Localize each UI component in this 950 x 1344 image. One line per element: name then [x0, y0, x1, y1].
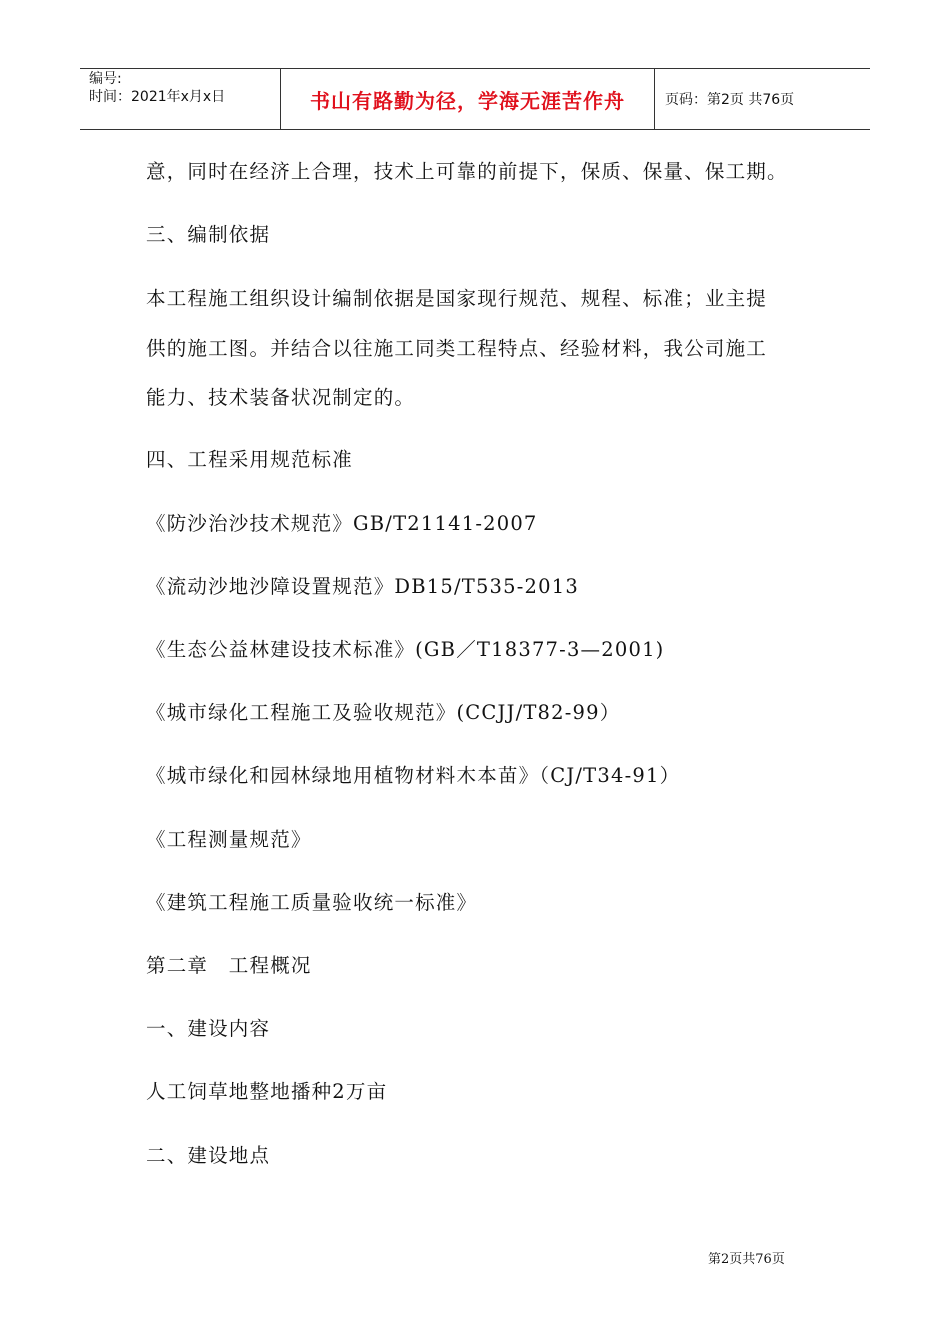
- standard-reference: 《流动沙地沙障设置规范》DB15/T535-2013: [146, 575, 579, 598]
- body-paragraph-line: 意，同时在经济上合理，技术上可靠的前提下，保质、保量、保工期。: [146, 160, 788, 183]
- body-paragraph-line: 能力、技术装备状况制定的。: [146, 386, 416, 409]
- standard-reference: 《生态公益林建设技术标准》(GB／T18377-3—2001): [146, 638, 665, 661]
- header-page-info: 页码：第2页 共76页: [665, 92, 795, 108]
- standard-reference: 《防沙治沙技术规范》GB/T21141-2007: [146, 512, 538, 535]
- standard-reference: 《建筑工程施工质量验收统一标准》: [146, 891, 478, 914]
- page-footer: 第2页共76页: [708, 1252, 785, 1267]
- section-heading: 四、工程采用规范标准: [146, 448, 354, 471]
- body-paragraph-line: 供的施工图。并结合以往施工同类工程特点、经验材料，我公司施工: [146, 337, 768, 360]
- section-heading: 一、建设内容: [146, 1017, 271, 1040]
- header-motto: 书山有路勤为径，学海无涯苦作舟: [281, 69, 655, 129]
- chapter-heading: 第二章 工程概况: [146, 954, 312, 977]
- section-heading: 二、建设地点: [146, 1144, 271, 1167]
- body-paragraph-line: 人工饲草地整地播种2万亩: [146, 1080, 388, 1103]
- page-header: [80, 68, 870, 130]
- document-date: 时间：2021年x月x日: [89, 89, 226, 105]
- body-paragraph-line: 本工程施工组织设计编制依据是国家现行规范、规程、标准；业主提: [146, 287, 768, 310]
- section-heading: 三、编制依据: [146, 223, 271, 246]
- standard-reference: 《工程测量规范》: [146, 828, 312, 851]
- standard-reference: 《城市绿化和园林绿地用植物材料木本苗》（CJ/T34-91）: [146, 764, 681, 787]
- document-number-label: 编号:: [89, 71, 122, 87]
- header-meta-cell: [80, 69, 281, 129]
- standard-reference: 《城市绿化工程施工及验收规范》(CCJJ/T82-99）: [146, 701, 621, 724]
